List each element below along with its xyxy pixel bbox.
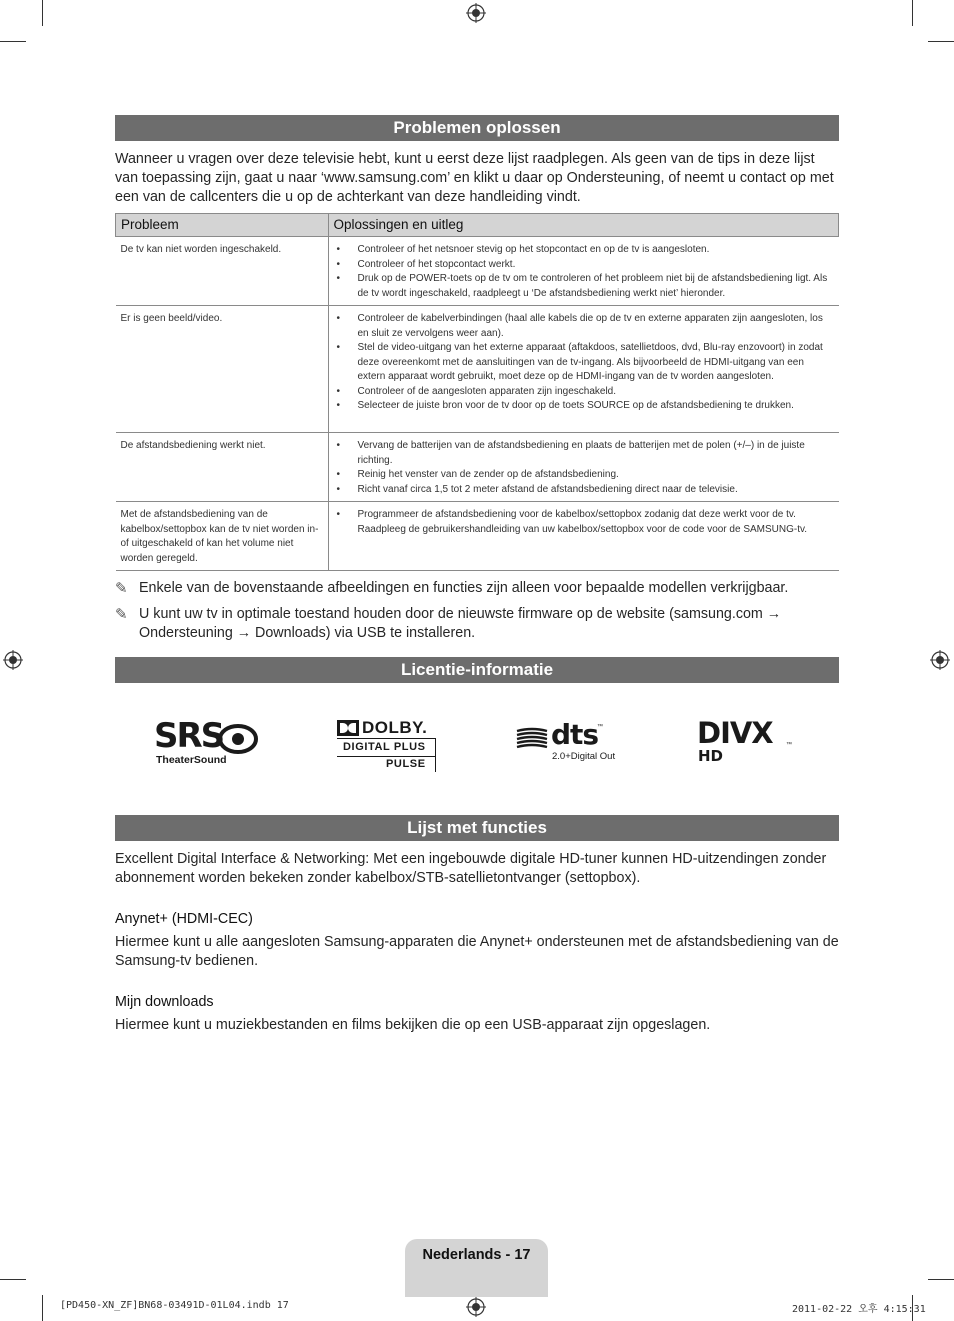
problem-cell: Er is geen beeld/video. <box>116 306 329 433</box>
crop-mark <box>0 41 26 42</box>
solution-item: • Controleer of het stopcontact werkt. <box>334 258 834 273</box>
dts-logo-subtext: 2.0+Digital Out <box>552 751 616 762</box>
solution-cell <box>328 237 839 306</box>
srs-logo-subtext: TheaterSound <box>156 754 227 766</box>
divx-logo <box>697 716 797 768</box>
divx-trademark: ™ <box>786 742 792 748</box>
divx-logo-text: DIVX <box>697 716 773 750</box>
registration-mark-icon <box>466 1297 486 1317</box>
registration-mark-icon <box>930 650 950 670</box>
section-title-functies: Lijst met functies <box>115 815 839 841</box>
functies-intro: Excellent Digital Interface & Networking: Met een ingebouwde digitale HD-tuner kunnen HD-uitzendingen zonder abonnement worden bekeken zonder kabelbox/STB-satellietontvanger (settopbox). <box>115 851 827 886</box>
page-number-tab <box>405 1239 548 1297</box>
dolby-logo-text: DOLBY. <box>362 718 428 737</box>
crop-mark <box>912 0 913 26</box>
dts-logo-text: dts <box>551 718 599 751</box>
pencil-icon: ✎ <box>115 606 128 623</box>
downloads-text: Hiermee kunt u muziekbestanden en films bekijken die op een USB-apparaat zijn opgeslagen. <box>115 1017 711 1033</box>
srs-swirl-icon <box>218 723 258 755</box>
problem-cell: De afstandsbediening werkt niet. <box>116 433 329 502</box>
table-row <box>116 502 839 571</box>
anynet-text: Hiermee kunt u alle aangesloten Samsung-apparaten die Anynet+ ondersteunen met de afstandsbediening van de Samsung-tv bedienen. <box>115 934 839 969</box>
note-text: U kunt uw tv in optimale toestand houden door de nieuwste firmware op de website (samsung.com → Ondersteuning → Downloads) via USB te installeren. <box>139 606 782 641</box>
solution-item: • Reinig het venster van de zender op de afstandsbediening. <box>334 468 834 483</box>
solution-cell <box>328 306 839 433</box>
dts-logo <box>515 718 625 768</box>
crop-mark <box>42 0 43 26</box>
table-row <box>116 237 839 306</box>
solution-item: • Controleer de kabelverbindingen (haal alle kabels die op de tv en externe apparaten zijn aangesloten, los en sluit ze vervolgens weer aan). <box>334 312 834 341</box>
print-timestamp: 2011-02-22 오후 4:15:31 <box>792 1304 926 1315</box>
solution-item: • Selecteer de juiste bron voor de tv door op de toets SOURCE op de afstandsbediening te drukken. <box>334 399 834 414</box>
note <box>115 579 839 598</box>
solution-cell <box>328 502 839 571</box>
divx-logo-subtext: HD <box>698 747 724 765</box>
solution-item: • Vervang de batterijen van de afstandsbediening en plaats de batterijen met de polen (+/–) in de juiste richting. <box>334 439 834 468</box>
crop-mark <box>928 41 954 42</box>
solution-item: • Programmeer de afstandsbediening voor de kabelbox/settopbox zodanig dat deze werkt voor de tv. Raadpleeg de gebruikershandleiding van uw kabelbox/settopbox voor de code voor de SAMSUNG-tv. <box>334 508 834 537</box>
problemen-intro: Wanneer u vragen over deze televisie hebt, kunt u eerst deze lijst raadplegen. Als geen van de tips in deze lijst van toepassing zijn, gaat u naar ‘www.samsung.com’ en klikt u daar op Ondersteuning, of neemt u contact op met een van de callcenters die u op de achterkant van deze handleiding vindt. <box>115 151 834 205</box>
column-header-probleem: Probleem <box>116 214 329 237</box>
solution-item: • Stel de video-uitgang van het externe apparaat (aftakdoos, satellietdoos, dvd, Blu-ray enzovoort) in zodat deze overeenkomt met de aansluitingen van de tv-ingang. Als bijvoorbeeld de HDMI-uitgang van een extern apparaat wordt gebruikt, moet deze op de HDMI-ingang van de tv worden aangesloten. <box>334 341 834 385</box>
crop-mark <box>0 1279 26 1280</box>
print-file-info: [PD450-XN_ZF]BN68-03491D-01L04.indb 17 <box>60 1300 289 1311</box>
solution-cell <box>328 433 839 502</box>
table-row <box>116 433 839 502</box>
column-header-oplossingen: Oplossingen en uitleg <box>328 214 839 237</box>
solution-item: • Druk op de POWER-toets op de tv om te controleren of het probleem niet bij de afstandsbediening ligt. Als de tv wordt ingeschakeld, raadpleegt u ‘De afstandsbediening werkt niet’ hieronder. <box>334 272 834 301</box>
registration-mark-icon <box>466 3 486 23</box>
problem-cell: Met de afstandsbediening van de kabelbox/settopbox kan de tv niet worden in- of uitgeschakeld of kan het volume niet worden geregeld. <box>116 502 329 571</box>
crop-mark <box>928 1279 954 1280</box>
note-text: Enkele van de bovenstaande afbeeldingen en functies zijn alleen voor bepaalde modellen verkrijgbaar. <box>139 580 789 596</box>
dts-waves-icon <box>515 727 549 749</box>
pencil-icon: ✎ <box>115 580 128 597</box>
page-label: Nederlands - 17 <box>422 1247 531 1263</box>
section-title-licentie: Licentie-informatie <box>115 657 839 683</box>
srs-logo-text: SRS <box>154 716 224 756</box>
troubleshooting-table <box>115 213 839 571</box>
dolby-logo-line2: PULSE <box>386 758 426 770</box>
section-title-problemen: Problemen oplossen <box>115 115 839 141</box>
dolby-logo-line1: DIGITAL PLUS <box>343 741 426 753</box>
note <box>115 605 839 643</box>
solution-item: • Richt vanaf circa 1,5 tot 2 meter afstand de afstandsbediening direct naar de televisie. <box>334 483 834 498</box>
anynet-heading: Anynet+ (HDMI-CEC) <box>115 911 253 927</box>
solution-item: • Controleer of de aangesloten apparaten zijn ingeschakeld. <box>334 385 834 400</box>
dolby-double-d-icon <box>337 720 359 736</box>
dts-trademark: ™ <box>597 724 603 730</box>
downloads-heading: Mijn downloads <box>115 994 214 1010</box>
table-header-row <box>116 214 839 237</box>
solution-item: • Controleer of het netsnoer stevig op het stopcontact en op de tv is aangesloten. <box>334 243 834 258</box>
srs-logo <box>152 716 262 770</box>
crop-mark <box>42 1295 43 1321</box>
table-row <box>116 306 839 433</box>
registration-mark-icon <box>3 650 23 670</box>
dolby-logo <box>335 718 440 774</box>
problem-cell: De tv kan niet worden ingeschakeld. <box>116 237 329 306</box>
